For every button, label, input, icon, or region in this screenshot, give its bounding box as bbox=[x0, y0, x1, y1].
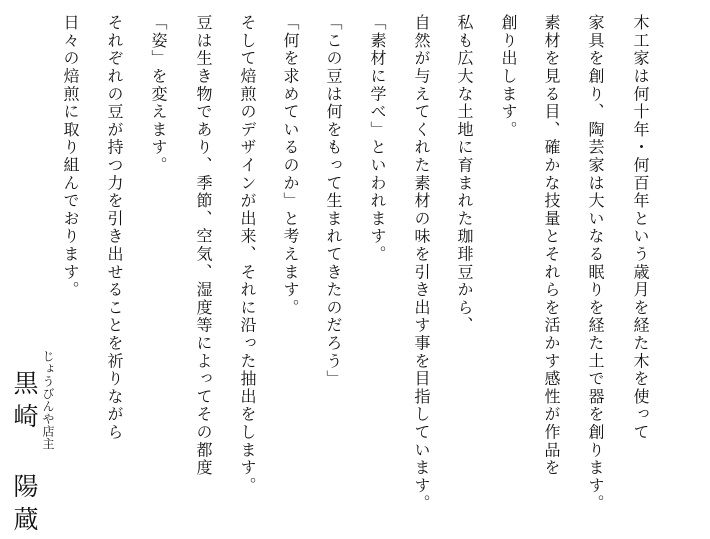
letter-line-10: そして焙煎のデザインが出来、それに沿った抽出をします。 bbox=[238, 14, 257, 495]
letter-line-7: 「素材に学べ」といわれます。 bbox=[368, 14, 387, 264]
letter-line-1: 木工家は何十年・何百年という歳月を経た木を使って bbox=[631, 14, 650, 442]
letter-line-8: 「この豆は何をもって生まれてきたのだろう」 bbox=[324, 14, 343, 388]
letter-line-5: 私も広大な土地に育まれた珈琲豆から、 bbox=[455, 14, 474, 335]
letter-line-2: 家具を創り、陶芸家は大いなる眠りを経た土で器を創ります。 bbox=[586, 14, 605, 513]
letter-line-14: 日々の焙煎に取り組んでおります。 bbox=[61, 14, 80, 299]
signature-name: 黒崎 陽蔵 bbox=[10, 370, 39, 539]
letter-line-6: 自然が与えてくれた素材の味を引き出す事を目指しています。 bbox=[412, 14, 431, 513]
letter-line-9: 「何を求めているのか」と考えます。 bbox=[281, 14, 300, 317]
letter-line-4: 創り出します。 bbox=[499, 14, 518, 139]
signature-title: じょうびんや店主 bbox=[41, 350, 55, 450]
letter-line-3: 素材を見る目、確かな技量とそれらを活かす感性が作品を bbox=[542, 14, 561, 477]
letter-line-11: 豆は生き物であり、季節、空気、湿度等によってその都度 bbox=[194, 14, 213, 477]
letter-line-13: それぞれの豆が持つ力を引き出せることを祈りながら bbox=[105, 14, 124, 442]
letter-line-12: 「姿」を変えます。 bbox=[149, 14, 168, 175]
